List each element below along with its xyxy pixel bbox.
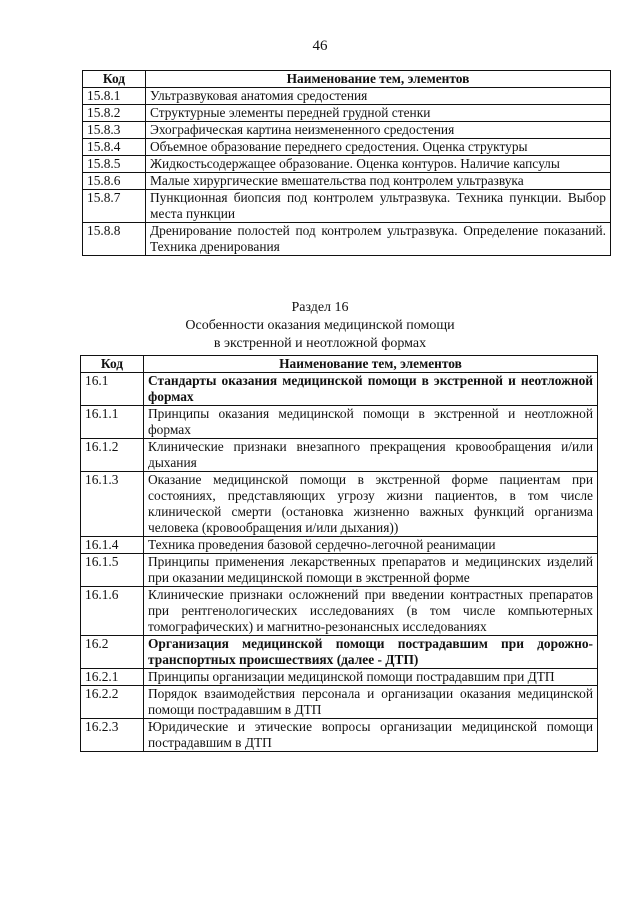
table-row [81, 636, 598, 669]
column-header-code: Код [81, 356, 144, 373]
table-row [81, 587, 598, 636]
section-title-line-2: в экстренной и неотложной формах [213, 336, 427, 351]
row-topic-name: Порядок взаимодействия персонала и организации оказания медицинской помощи пострадавшим в ДТП [144, 686, 598, 719]
row-topic-name: Юридические и этические вопросы организации медицинской помощи пострадавшим в ДТП [144, 719, 598, 752]
table-row [81, 439, 598, 472]
row-code: 16.1.2 [81, 439, 144, 472]
row-topic-name: Техника проведения базовой сердечно-легочной реанимации [144, 537, 598, 554]
row-topic-name: Объемное образование переднего средостения. Оценка структуры [146, 139, 611, 156]
row-topic-name: Принципы применения лекарственных препаратов и медицинских изделий при оказании медицинской помощи в экстренной форме [144, 554, 598, 587]
table-row [81, 719, 598, 752]
row-code: 15.8.5 [83, 156, 146, 173]
row-topic-name: Пункционная биопсия под контролем ультразвука. Техника пункции. Выбор места пункции [146, 190, 611, 223]
row-topic-name: Дренирование полостей под контролем ультразвука. Определение показаний. Техника дренирования [146, 223, 611, 256]
row-topic-name: Принципы оказания медицинской помощи в экстренной и неотложной формах [144, 406, 598, 439]
table-body [83, 88, 611, 256]
table-row [83, 139, 611, 156]
row-topic-name: Принципы организации медицинской помощи пострадавшим при ДТП [144, 669, 598, 686]
table-row [81, 554, 598, 587]
table-row [83, 88, 611, 105]
row-topic-name: Стандарты оказания медицинской помощи в экстренной и неотложной формах [144, 373, 598, 406]
table-row [83, 173, 611, 190]
topics-table-16 [80, 355, 598, 752]
row-code: 16.2.3 [81, 719, 144, 752]
page-number: 46 [312, 38, 328, 54]
row-topic-name: Ультразвуковая анатомия средостения [146, 88, 611, 105]
row-topic-name: Структурные элементы передней грудной стенки [146, 105, 611, 122]
row-code: 16.2 [81, 636, 144, 669]
row-code: 16.1.4 [81, 537, 144, 554]
row-code: 16.1.6 [81, 587, 144, 636]
row-code: 15.8.7 [83, 190, 146, 223]
row-code: 16.1.1 [81, 406, 144, 439]
row-code: 15.8.3 [83, 122, 146, 139]
table-row [81, 669, 598, 686]
row-code: 15.8.4 [83, 139, 146, 156]
table-row [83, 156, 611, 173]
row-topic-name: Организация медицинской помощи пострадавшим при дорожно-транспортных происшествиях (далее - ДТП) [144, 636, 598, 669]
row-code: 15.8.8 [83, 223, 146, 256]
row-topic-name: Оказание медицинской помощи в экстренной форме пациентам при состояниях, представляющих угрозу жизни пациентов, в том числе клинической смерти (остановка жизненно важных функций организма человека (кровообращения и/или дыхания)) [144, 472, 598, 537]
row-code: 16.1.3 [81, 472, 144, 537]
table-row [81, 537, 598, 554]
table-row [81, 472, 598, 537]
table-row [83, 223, 611, 256]
section-number: Раздел 16 [291, 300, 349, 315]
row-code: 16.2.2 [81, 686, 144, 719]
section-title-line-1: Особенности оказания медицинской помощи [185, 318, 455, 333]
row-topic-name: Клинические признаки внезапного прекращения кровообращения и/или дыхания [144, 439, 598, 472]
table-row [81, 406, 598, 439]
row-topic-name: Эхографическая картина неизмененного средостения [146, 122, 611, 139]
table-row [83, 105, 611, 122]
table-body [81, 373, 598, 752]
row-code: 15.8.1 [83, 88, 146, 105]
column-header-name: Наименование тем, элементов [146, 71, 611, 88]
table-header-row [83, 71, 611, 88]
topics-table-15-8 [82, 70, 611, 256]
table-row [83, 190, 611, 223]
row-code: 16.1.5 [81, 554, 144, 587]
column-header-code: Код [83, 71, 146, 88]
table-row [83, 122, 611, 139]
table-header-row [81, 356, 598, 373]
row-topic-name: Жидкостьсодержащее образование. Оценка контуров. Наличие капсулы [146, 156, 611, 173]
row-code: 15.8.2 [83, 105, 146, 122]
row-topic-name: Малые хирургические вмешательства под контролем ультразвука [146, 173, 611, 190]
section-heading [0, 299, 640, 353]
row-code: 16.2.1 [81, 669, 144, 686]
row-topic-name: Клинические признаки осложнений при введении контрастных препаратов при рентгенологических исследованиях (в том числе компьютерных томографических) и магнитно-резонансных исследованиях [144, 587, 598, 636]
table-row [81, 686, 598, 719]
row-code: 15.8.6 [83, 173, 146, 190]
table-row [81, 373, 598, 406]
column-header-name: Наименование тем, элементов [144, 356, 598, 373]
row-code: 16.1 [81, 373, 144, 406]
